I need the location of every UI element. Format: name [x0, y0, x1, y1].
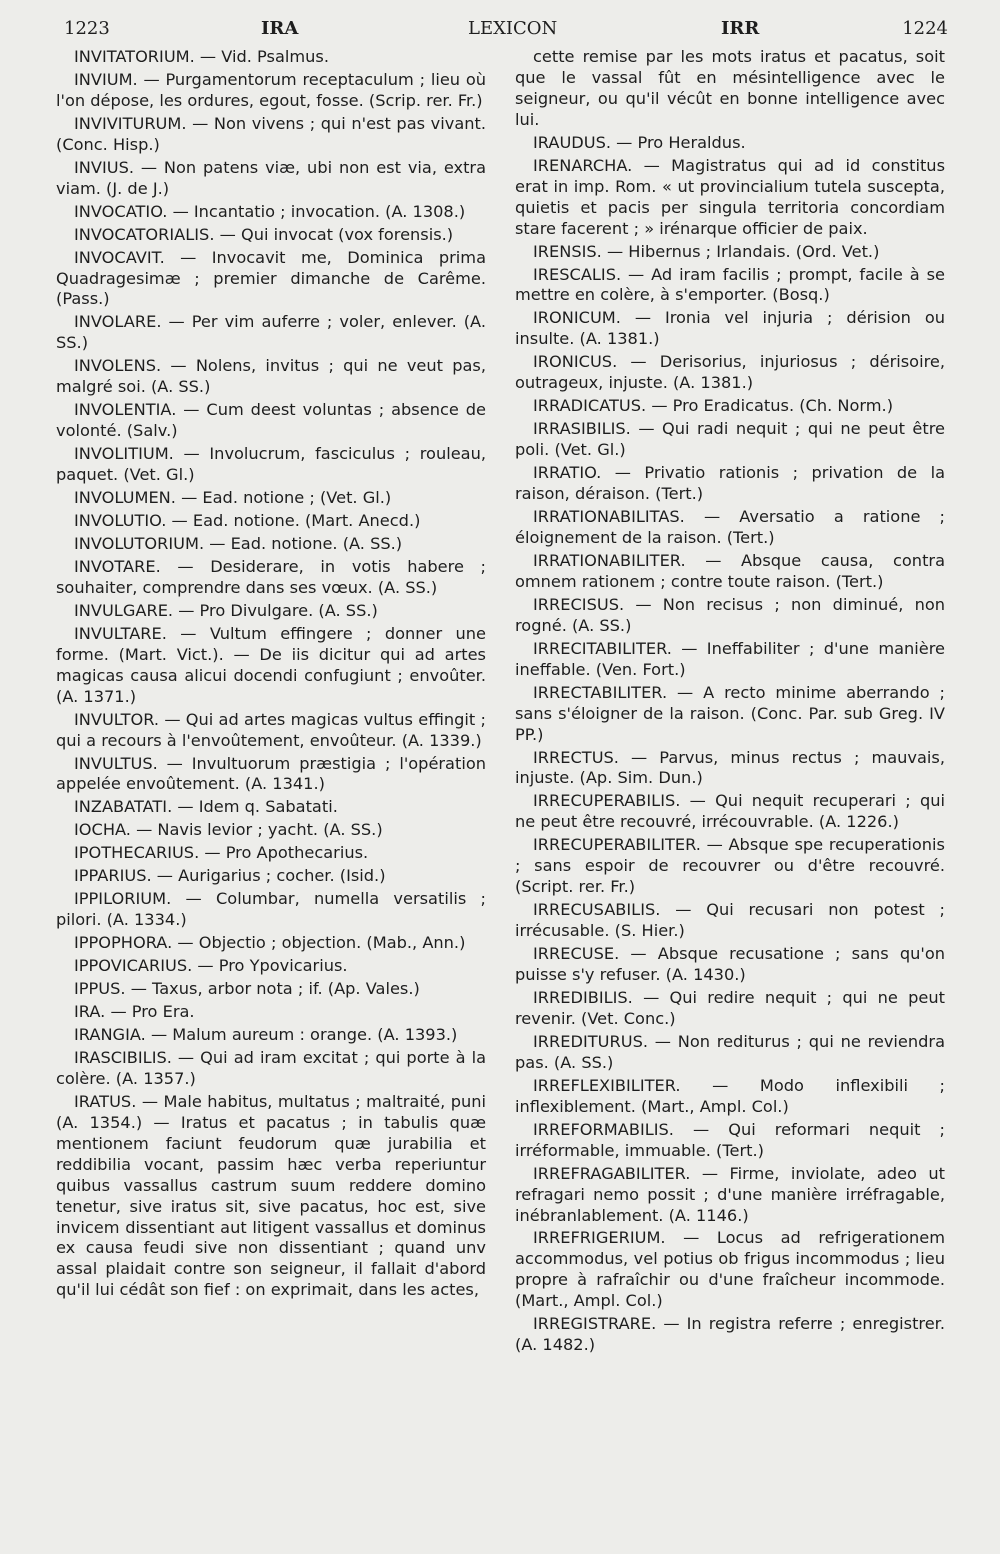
dictionary-entry: IRENARCHA. — Magistratus qui ad id constitus erat in imp. Rom. « ut provincialium tutela suscepta, quietis et pacis per singula territoria concordiam stare facerent ; » irénarque officier de paix. [515, 155, 945, 238]
dictionary-entry: IRREFORMABILIS. — Qui reformari nequit ; irréformable, immuable. (Tert.) [515, 1119, 945, 1160]
dictionary-entry: INZABATATI. — Idem q. Sabatati. [74, 797, 338, 817]
dictionary-entry: INVITATORIUM. — Vid. Psalmus. [74, 47, 329, 66]
dictionary-entry: INVIUM. — Purgamentorum receptaculum ; lieu où l'on dépose, les ordures, egout, fosse. (Scrip. rer. Fr.) [56, 69, 486, 110]
dictionary-entry: IRREDITURUS. — Non rediturus ; qui ne reviendra pas. (A. SS.) [515, 1031, 945, 1072]
dictionary-entry: IRONICUM. — Ironia vel injuria ; dérision ou insulte. (A. 1381.) [515, 308, 945, 349]
dictionary-entry: IRRECUSE. — Absque recusatione ; sans qu'on puisse s'y refuser. (A. 1430.) [515, 944, 945, 985]
dictionary-entry: IRRECTUS. — Parvus, minus rectus ; mauvais, injuste. (Ap. Sim. Dun.) [515, 747, 945, 788]
dictionary-entry: IRRECUSABILIS. — Qui recusari non potest ; irrécusable. (S. Hier.) [515, 900, 945, 941]
dictionary-entry: IRENSIS. — Hibernus ; Irlandais. (Ord. Vet.) [533, 241, 880, 261]
dictionary-entry: IOCHA. — Navis levior ; yacht. (A. SS.) [74, 820, 383, 840]
dictionary-entry: INVOLENS. — Nolens, invitus ; qui ne veut pas, malgré soi. (A. SS.) [56, 356, 486, 397]
dictionary-entry: IRRATIO. — Privatio rationis ; privation de la raison, déraison. (Tert.) [515, 463, 945, 504]
dictionary-entry: IRRATIONABILITER. — Absque causa, contra omnem rationem ; contre toute raison. (Tert.) [515, 550, 945, 591]
dictionary-entry: IPPARIUS. — Aurigarius ; cocher. (Isid.) [74, 866, 386, 886]
dictionary-entry: INVULGARE. — Pro Divulgare. (A. SS.) [74, 600, 378, 620]
dictionary-entry: IRREFRIGERIUM. — Locus ad refrigerationem accommodus, vel potius ob frigus incommodus ; lieu propre à rafraîchir ou d'une fraîcheur incommode. (Mart., Ampl. Col.) [515, 1228, 945, 1311]
dictionary-entry: IRREFLEXIBILITER. — Modo inflexibili ; inflexiblement. (Mart., Ampl. Col.) [515, 1075, 945, 1116]
dictionary-entry: INVOLUMEN. — Ead. notione ; (Vet. Gl.) [74, 488, 392, 508]
dictionary-entry: INVOLITIUM. — Involucrum, fasciculus ; rouleau, paquet. (Vet. Gl.) [56, 444, 486, 485]
dictionary-entry: INVOLUTIO. — Ead. notione. (Mart. Anecd.) [74, 511, 421, 531]
dictionary-entry: IPPOVICARIUS. — Pro Ypovicarius. [74, 956, 348, 976]
dictionary-entry: INVOLENTIA. — Cum deest voluntas ; absence de volonté. (Salv.) [56, 400, 486, 441]
dictionary-entry: IRA. — Pro Era. [74, 1001, 195, 1021]
dictionary-entry: INVOCAVIT. — Invocavit me, Dominica prima Quadragesimæ ; premier dimanche de Carême. (Pass.) [56, 247, 486, 309]
page-number-right: 1224 [902, 18, 948, 39]
dictionary-entry: IPPUS. — Taxus, arbor nota ; if. (Ap. Vales.) [74, 979, 420, 999]
dictionary-entry: IRESCALIS. — Ad iram facilis ; prompt, facile à se mettre en colère, à s'emporter. (Bosq.) [515, 264, 945, 305]
dictionary-entry: INVULTOR. — Qui ad artes magicas vultus effingit ; qui a recours à l'envoûtement, envoûteur. (A. 1339.) [56, 709, 486, 750]
running-title: LEXICON [468, 18, 558, 39]
dictionary-entry: INVIUS. — Non patens viæ, ubi non est via, extra viam. (J. de J.) [56, 157, 486, 198]
dictionary-entry: INVOLARE. — Per vim auferre ; voler, enlever. (A. SS.) [56, 312, 486, 353]
left-column [56, 47, 486, 1303]
dictionary-entry: IRAUDUS. — Pro Heraldus. [533, 132, 746, 152]
dictionary-entry: IRREDIBILIS. — Qui redire nequit ; qui ne peut revenir. (Vet. Conc.) [515, 987, 945, 1028]
dictionary-entry: IRRADICATUS. — Pro Eradicatus. (Ch. Norm.) [533, 396, 894, 416]
dictionary-entry: IRRECTABILITER. — A recto minime aberrando ; sans s'éloigner de la raison. (Conc. Par. sub Greg. IV PP.) [515, 682, 945, 744]
dictionary-entry: INVOLUTORIUM. — Ead. notione. (A. SS.) [74, 533, 403, 553]
dictionary-entry: INVULTARE. — Vultum effingere ; donner une forme. (Mart. Vict.). — De iis dicitur qui ad artes magicas causa alicui docendi confugiunt ; envoûter. (A. 1371.) [56, 623, 486, 706]
dictionary-entry: INVULTUS. — Invultuorum præstigia ; l'opération appelée envoûtement. (A. 1341.) [56, 753, 486, 794]
guide-word-left: IRA [261, 18, 299, 39]
guide-word-right: IRR [721, 18, 760, 39]
dictionary-entry: IRRECUPERABILIS. — Qui nequit recuperari ; qui ne peut être recouvré, irrécouvrable. (A. 1226.) [515, 791, 945, 832]
dictionary-entry: IRREGISTRARE. — In registra referre ; enregistrer. (A. 1482.) [515, 1314, 945, 1355]
dictionary-entry: IRONICUS. — Derisorius, injuriosus ; dérisoire, outrageux, injuste. (A. 1381.) [515, 352, 945, 393]
dictionary-entry: IRATUS. — Male habitus, multatus ; maltraité, puni (A. 1354.) — Iratus et pacatus ; in tabulis quæ mentionem faciunt feudorum quæ jurabilia et reddibilia vocant, passim hæc verba reperiuntur quibus vassallus castrum suum reddere domino tenetur, sive iratus sit, sive pacatus, hoc est, sive invicem dissentiant aut litigent vassallus et dominus ex causa feudi sive non dissentiant ; quand unv assal plaidait contre son seigneur, il fallait d'abord qu'il lui cédât son fief : on exprimait, dans les actes, [56, 1091, 486, 1300]
dictionary-entry: IPPILORIUM. — Columbar, numella versatilis ; pilori. (A. 1334.) [56, 889, 486, 930]
page-header [64, 18, 948, 44]
dictionary-entry: IRASCIBILIS. — Qui ad iram excitat ; qui porte à la colère. (A. 1357.) [56, 1047, 486, 1088]
right-column [515, 47, 945, 1358]
dictionary-entry: IRRECUPERABILITER. — Absque spe recuperationis ; sans espoir de recouvrer ou d'être recouvré. (Script. rer. Fr.) [515, 835, 945, 897]
dictionary-entry: INVOTARE. — Desiderare, in votis habere ; souhaiter, comprendre dans ses vœux. (A. SS.) [56, 556, 486, 597]
dictionary-entry: IRRATIONABILITAS. — Aversatio a ratione ; éloignement de la raison. (Tert.) [515, 507, 945, 547]
dictionary-entry: INVOCATIO. — Incantatio ; invocation. (A. 1308.) [74, 201, 466, 221]
page-number-left: 1223 [64, 18, 110, 39]
dictionary-entry: IRANGIA. — Malum aureum : orange. (A. 1393.) [74, 1024, 458, 1044]
dictionary-entry: IPOTHECARIUS. — Pro Apothecarius. [74, 843, 369, 863]
dictionary-entry: INVOCATORIALIS. — Qui invocat (vox forensis.) [74, 224, 454, 244]
dictionary-entry: IRRASIBILIS. — Qui radi nequit ; qui ne peut être poli. (Vet. Gl.) [515, 419, 945, 460]
dictionary-entry: IRRECISUS. — Non recisus ; non diminué, non rogné. (A. SS.) [515, 594, 945, 635]
dictionary-entry: IPPOPHORA. — Objectio ; objection. (Mab., Ann.) [74, 933, 466, 953]
dictionary-entry: IRRECITABILITER. — Ineffabiliter ; d'une manière ineffable. (Ven. Fort.) [515, 638, 945, 679]
dictionary-entry: IRREFRAGABILITER. — Firme, inviolate, adeo ut refragari nemo possit ; d'une manière irréfragable, inébranlablement. (A. 1146.) [515, 1163, 945, 1225]
dictionary-entry: cette remise par les mots iratus et pacatus, soit que le vassal fût en mésintelligence avec le seigneur, ou qu'il vécût en bonne intelligence avec lui. [515, 47, 945, 129]
dictionary-entry: INVIVITURUM. — Non vivens ; qui n'est pas vivant. (Conc. Hisp.) [56, 113, 486, 154]
